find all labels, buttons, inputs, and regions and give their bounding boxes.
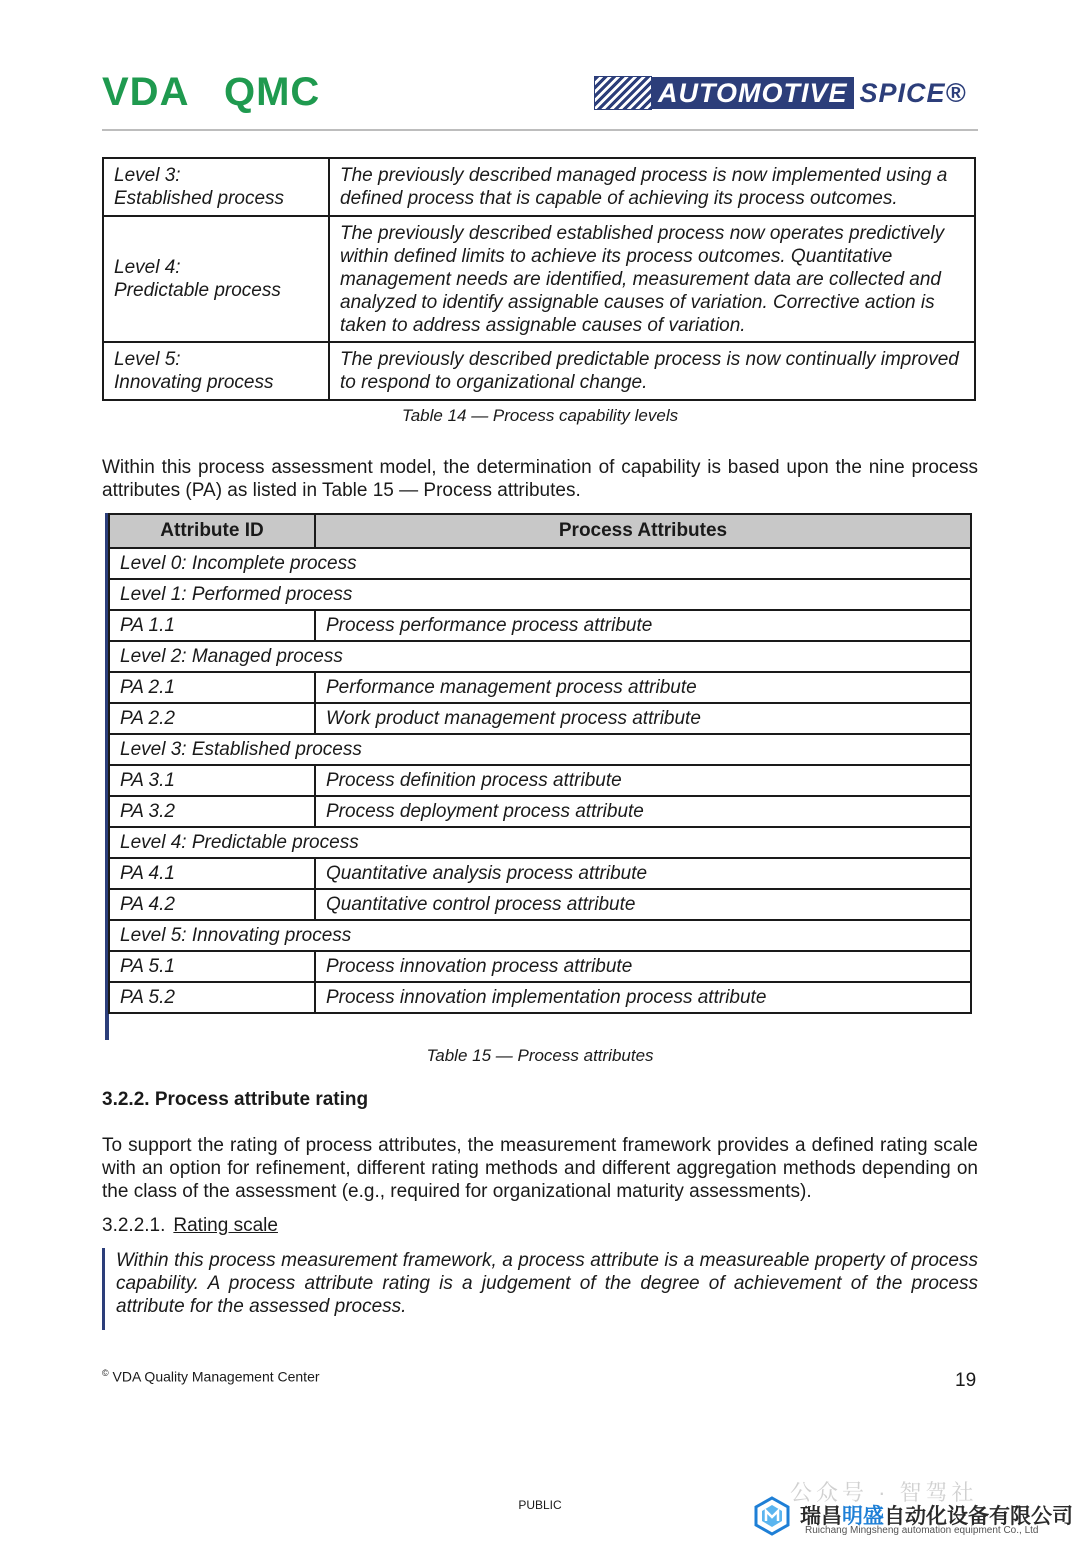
attribute-id-cell: PA 4.1 — [109, 858, 315, 889]
page-number: 19 — [955, 1370, 977, 1391]
attribute-id-cell: PA 5.2 — [109, 982, 315, 1013]
table-row — [109, 548, 971, 579]
table-row — [109, 610, 971, 641]
header-attribute-id: Attribute ID — [109, 514, 315, 548]
globe-icon — [594, 76, 652, 110]
attribute-name-cell: Performance management process attribute — [315, 672, 971, 703]
table-row — [109, 734, 971, 765]
table-row — [109, 672, 971, 703]
company-logo-icon — [752, 1496, 792, 1536]
level-description: The previously described predictable process is now continually improved to respond to organizational change. — [329, 342, 975, 400]
subsection-number: 3.2.2.1. — [102, 1215, 166, 1236]
definition-quote: Within this process measurement framework, a process attribute is a measureable property of process capability. A process attribute rating is a judgement of the degree of achievement of the process attribute for the assessed process. — [116, 1250, 978, 1317]
table-row — [109, 796, 971, 827]
section-paragraph: To support the rating of process attributes, the measurement framework provides a defined rating scale with an option for refinement, different rating methods and different aggregation methods depending on the class of the assessment (e.g., required for organizational maturity assessments). — [102, 1135, 978, 1202]
attribute-name-cell: Work product management process attribute — [315, 703, 971, 734]
section-heading: 3.2.2. Process attribute rating — [102, 1089, 369, 1110]
attribute-name-cell: Process performance process attribute — [315, 610, 971, 641]
level-description: The previously described managed process is now implemented using a defined process that is capable of achieving its process outcomes. — [329, 158, 975, 216]
company-name-highlight: 明盛 — [842, 1505, 884, 1528]
attribute-name-cell: Quantitative control process attribute — [315, 889, 971, 920]
level-group-cell: Level 5: Innovating process — [109, 920, 971, 951]
table-row — [109, 703, 971, 734]
table-row — [109, 920, 971, 951]
table-row — [109, 827, 971, 858]
footer-copyright — [102, 1368, 320, 1385]
attribute-name-cell: Quantitative analysis process attribute — [315, 858, 971, 889]
table-row — [103, 216, 975, 342]
table-15-caption: Table 15 — Process attributes — [426, 1046, 654, 1065]
level-group-cell: Level 3: Established process — [109, 734, 971, 765]
classification-label: PUBLIC — [518, 1498, 562, 1512]
table-14-capability-levels — [102, 157, 976, 401]
header-process-attributes: Process Attributes — [315, 514, 971, 548]
table-row — [109, 951, 971, 982]
level-cell — [103, 342, 329, 400]
level-group-cell: Level 2: Managed process — [109, 641, 971, 672]
attribute-name-cell: Process innovation implementation process attribute — [315, 982, 971, 1013]
company-name-part: 瑞昌 — [800, 1505, 842, 1528]
watermark-faint-text: 公众号 · 智驾社 — [790, 1480, 978, 1505]
attribute-name-cell: Process deployment process attribute — [315, 796, 971, 827]
level-number: Level 5: — [114, 349, 181, 370]
table-row — [109, 579, 971, 610]
level-number: Level 4: — [114, 257, 181, 278]
table-row — [109, 765, 971, 796]
copyright-symbol: © — [102, 1368, 109, 1378]
attribute-id-cell: PA 2.2 — [109, 703, 315, 734]
automotive-spice-logo — [594, 76, 966, 110]
footer-org: VDA Quality Management Center — [112, 1368, 320, 1385]
level-group-cell: Level 4: Predictable process — [109, 827, 971, 858]
level-cell — [103, 216, 329, 342]
attribute-name-cell: Process definition process attribute — [315, 765, 971, 796]
level-name: Established process — [114, 188, 285, 209]
attribute-id-cell: PA 4.2 — [109, 889, 315, 920]
level-number: Level 3: — [114, 165, 181, 186]
header-divider — [102, 129, 978, 131]
level-group-cell: Level 0: Incomplete process — [109, 548, 971, 579]
table-row — [109, 641, 971, 672]
level-group-cell: Level 1: Performed process — [109, 579, 971, 610]
attribute-id-cell: PA 1.1 — [109, 610, 315, 641]
aspice-spice-text: SPICE® — [859, 77, 967, 108]
level-name: Innovating process — [114, 372, 274, 393]
watermark-company-english: Ruichang Mingsheng automation equipment Co., Ltd — [805, 1525, 1039, 1536]
attribute-id-cell: PA 5.1 — [109, 951, 315, 982]
intro-paragraph: Within this process assessment model, the determination of capability is based upon the nine process attributes (PA) as listed in Table 15 — Process attributes. — [102, 457, 978, 501]
level-description: The previously described established process now operates predictively within defined limits to achieve its process outcomes. Quantitative management needs are identified, measurement data are collected and analyzed to identify assignable causes of variation. Corrective action is taken to address assignable causes of variation. — [329, 216, 975, 342]
quote-bar — [102, 1248, 105, 1330]
table-row — [103, 158, 975, 216]
table-14-caption: Table 14 — Process capability levels — [401, 406, 679, 425]
attribute-name-cell: Process innovation process attribute — [315, 951, 971, 982]
table-row — [103, 342, 975, 400]
vda-logo: VDA — [102, 70, 190, 114]
attribute-id-cell: PA 3.1 — [109, 765, 315, 796]
attribute-id-cell: PA 2.1 — [109, 672, 315, 703]
level-name: Predictable process — [114, 280, 281, 301]
company-name-part: 自动化设备有限公司 — [884, 1505, 1073, 1528]
subsection-title: Rating scale — [173, 1215, 278, 1236]
table-header-row — [109, 514, 971, 548]
aspice-automotive-text: AUTOMOTIVE — [652, 77, 854, 109]
table-row — [109, 982, 971, 1013]
attribute-id-cell: PA 3.2 — [109, 796, 315, 827]
level-cell — [103, 158, 329, 216]
table-row — [109, 889, 971, 920]
qmc-logo: QMC — [224, 70, 321, 114]
subsection-heading — [102, 1215, 278, 1237]
table-row — [109, 858, 971, 889]
table-15-process-attributes — [108, 513, 972, 1014]
